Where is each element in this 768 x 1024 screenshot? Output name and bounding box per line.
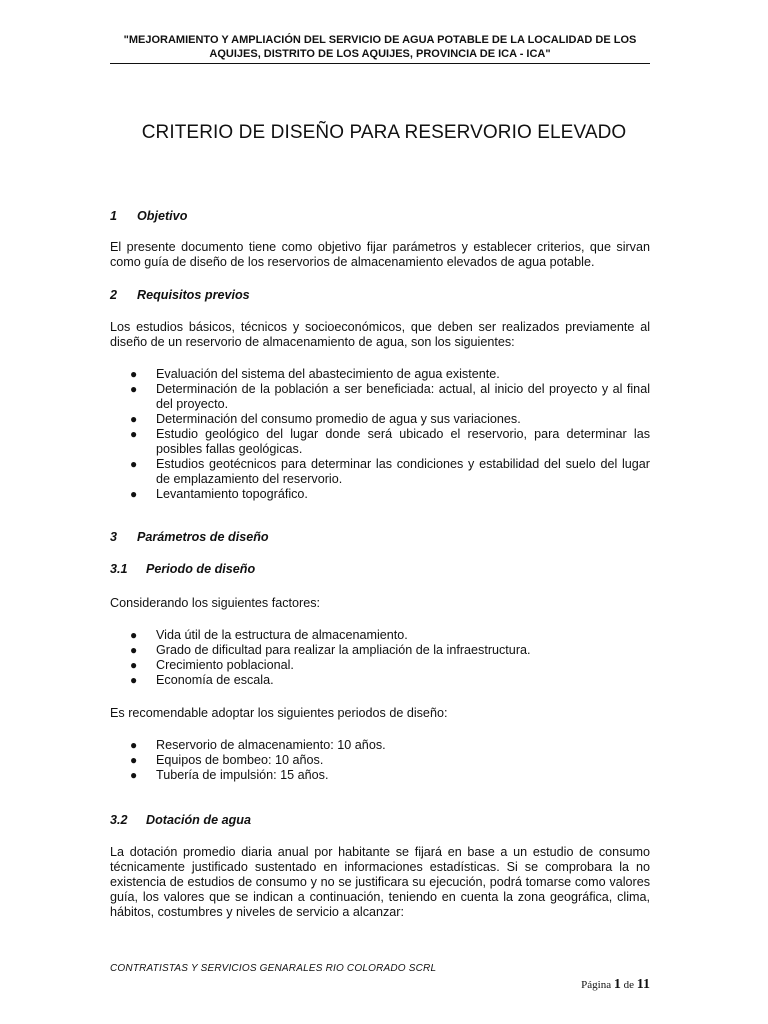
document-header: [110, 33, 650, 64]
requirements-list: [110, 367, 650, 502]
section-number: 3.1: [110, 562, 128, 576]
section-2-heading: [110, 288, 250, 303]
bullet-icon: ●: [130, 457, 138, 471]
page-current: 1: [613, 977, 621, 992]
list-item: [110, 673, 650, 688]
list-item-text: Estudios geotécnicos para determinar las condiciones y estabilidad del suelo del lugar de emplazamiento del reservorio.: [156, 457, 650, 486]
bullet-icon: ●: [130, 487, 138, 501]
list-item: [110, 643, 650, 658]
section-1-heading: [110, 209, 187, 224]
bullet-icon: ●: [130, 427, 138, 441]
list-item-text: Reservorio de almacenamiento: 10 años.: [156, 738, 386, 752]
page-word: Página: [581, 979, 612, 991]
bullet-icon: ●: [130, 658, 138, 672]
list-item-text: Grado de dificultad para realizar la ampliación de la infraestructura.: [156, 643, 531, 657]
section-number: 3: [110, 530, 118, 544]
section-number: 3.2: [110, 813, 128, 827]
list-item: [110, 753, 650, 768]
section-2-paragraph: Los estudios básicos, técnicos y socioeconómicos, que deben ser realizados previamente al diseño de un reservorio de almacenamiento de agua, son los siguientes:: [110, 320, 650, 349]
section-3-2-heading: [110, 813, 251, 828]
bullet-icon: ●: [130, 367, 138, 381]
list-item: [110, 457, 650, 487]
page-number: [581, 977, 650, 993]
section-3-1-heading: [110, 562, 255, 577]
section-number: 1: [110, 209, 118, 223]
list-item: [110, 768, 650, 783]
section-3-1-paragraph-2: Es recomendable adoptar los siguientes periodos de diseño:: [110, 706, 448, 720]
footer-company: CONTRATISTAS Y SERVICIOS GENARALES RIO COLORADO SCRL: [110, 963, 437, 974]
list-item: [110, 427, 650, 457]
list-item-text: Estudio geológico del lugar donde será ubicado el reservorio, para determinar las posibles fallas geológicas.: [156, 427, 650, 456]
factors-list: [110, 628, 650, 688]
header-line-2: AQUIJES, DISTRITO DE LOS AQUIJES, PROVINCIA DE ICA - ICA": [209, 48, 551, 60]
design-periods-list: [110, 738, 650, 783]
list-item: [110, 487, 650, 502]
list-item-text: Levantamiento topográfico.: [156, 487, 308, 501]
list-item-text: Crecimiento poblacional.: [156, 658, 294, 672]
list-item: [110, 658, 650, 673]
bullet-icon: ●: [130, 753, 138, 767]
bullet-icon: ●: [130, 643, 138, 657]
section-3-1-paragraph-1: Considerando los siguientes factores:: [110, 596, 321, 610]
header-line-1: "MEJORAMIENTO Y AMPLIACIÓN DEL SERVICIO DE AGUA POTABLE DE LA LOCALIDAD DE LOS: [123, 34, 637, 46]
list-item-text: Vida útil de la estructura de almacenamiento.: [156, 628, 408, 642]
section-title: Parámetros de diseño: [137, 530, 269, 544]
list-item: [110, 412, 650, 427]
list-item-text: Economía de escala.: [156, 673, 274, 687]
list-item-text: Evaluación del sistema del abastecimiento de agua existente.: [156, 367, 500, 381]
section-title: Dotación de agua: [146, 813, 251, 827]
section-title: Objetivo: [137, 209, 188, 223]
list-item: [110, 738, 650, 753]
section-3-heading: [110, 530, 269, 545]
bullet-icon: ●: [130, 382, 138, 396]
list-item: [110, 367, 650, 382]
list-item-text: Determinación de la población a ser beneficiada: actual, al inicio del proyecto y al final del proyecto.: [156, 382, 650, 411]
section-title: Periodo de diseño: [146, 562, 256, 576]
page-total: 11: [636, 977, 650, 992]
bullet-icon: ●: [130, 628, 138, 642]
bullet-icon: ●: [130, 768, 138, 782]
list-item-text: Determinación del consumo promedio de agua y sus variaciones.: [156, 412, 521, 426]
bullet-icon: ●: [130, 738, 138, 752]
section-1-paragraph: El presente documento tiene como objetivo fijar parámetros y establecer criterios, que sirvan como guía de diseño de los reservorios de almacenamiento elevados de agua potable.: [110, 240, 650, 269]
list-item: [110, 628, 650, 643]
bullet-icon: ●: [130, 412, 138, 426]
bullet-icon: ●: [130, 673, 138, 687]
document-title: CRITERIO DE DISEÑO PARA RESERVORIO ELEVADO: [141, 122, 627, 143]
list-item-text: Tubería de impulsión: 15 años.: [156, 768, 329, 782]
section-title: Requisitos previos: [137, 288, 250, 302]
section-number: 2: [110, 288, 118, 302]
page-of: de: [623, 979, 635, 991]
list-item-text: Equipos de bombeo: 10 años.: [156, 753, 324, 767]
section-3-2-paragraph: La dotación promedio diaria anual por habitante se fijará en base a un estudio de consumo técnicamente justificado sustentado en informaciones estadísticas. Si se comprobara la no existencia de estudios de consumo y no se justificara su ejecución, podrá tomarse como valores guía, los valores que se indican a continuación, teniendo en cuenta la zona geográfica, clima, hábitos, costumbres y niveles de servicio a alcanzar:: [110, 845, 650, 919]
list-item: [110, 382, 650, 412]
